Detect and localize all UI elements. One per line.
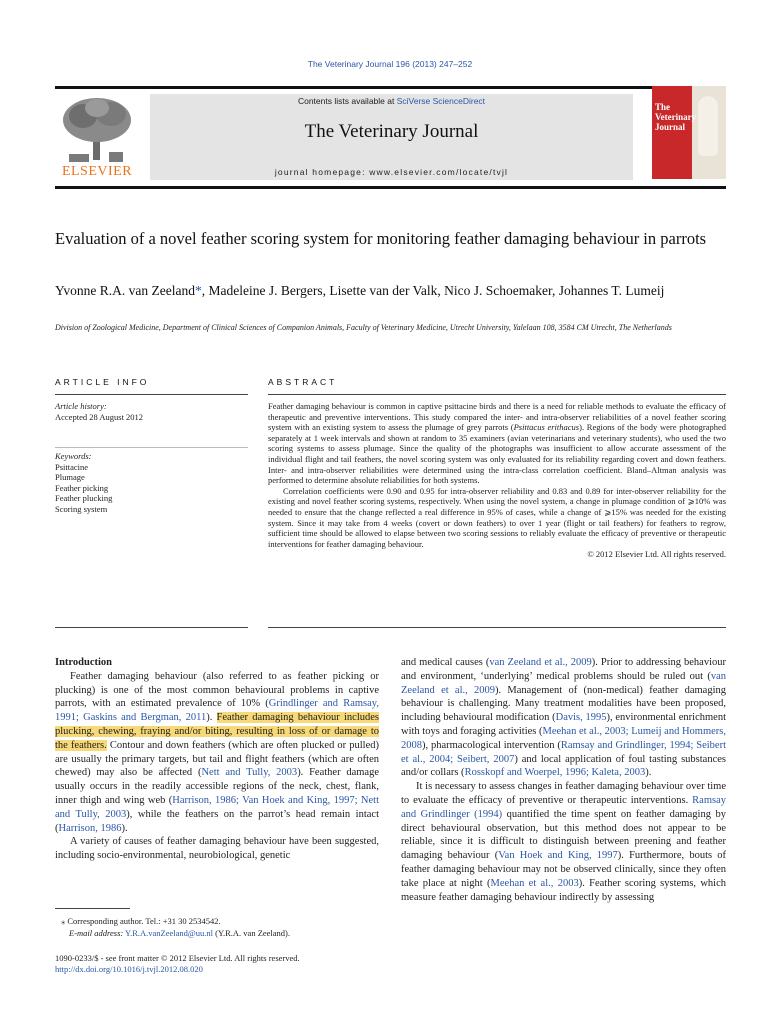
corresponding-author-marker[interactable]: *	[194, 283, 202, 298]
sciencedirect-link[interactable]: SciVerse ScienceDirect	[396, 96, 486, 106]
body-paragraph: A variety of causes of feather damaging behaviour have been suggested, including socio-environmental, neurobiological, genetic	[55, 836, 379, 862]
article-title: Evaluation of a novel feather scoring system for monitoring feather damaging behaviour in parrots	[55, 229, 707, 248]
body-text: ), pharmacological intervention (	[422, 739, 561, 751]
header-top-rule	[55, 86, 726, 89]
body-text: ). Feather damage usually occurs in the readily accessible regions of the neck, chest, flank, inner thigh and wing web (	[55, 767, 379, 806]
abstract-rule	[268, 394, 726, 395]
body-right-column	[401, 656, 726, 904]
history-label: Article history:	[55, 401, 107, 411]
issn-line: 1090-0233/$ - see front matter © 2012 Elsevier Ltd. All rights reserved.	[55, 953, 300, 963]
article-info-divider	[55, 447, 248, 448]
body-text: ). Prior to addressing behaviour and environment, ‘underlying’ medical problems should be ruled out (	[401, 657, 726, 682]
contents-prefix: Contents lists available at	[297, 96, 397, 106]
corresponding-author-note: ⁎ Corresponding author. Tel.: +31 30 2534542.	[61, 916, 221, 926]
body-text: Feather damaging behaviour (also referred to as feather picking or plucking) is one of the most common behavioural problems in captive parrots, with an estimated prevalence of 10% (	[55, 670, 379, 710]
accepted-date: Accepted 28 August 2012	[55, 411, 144, 422]
email-label: E-mail address:	[69, 928, 124, 938]
citation-link[interactable]: Grindlinger and Ramsay, 1991; Gaskins and Bergman, 2011	[55, 698, 379, 724]
body-text: ).	[645, 767, 652, 779]
footnote-rule	[55, 908, 130, 909]
body-text: ). Furthermore, bouts of feather damaging behaviour may not be observed clinically, since they often take place at night (	[401, 850, 727, 889]
abstract-body	[268, 401, 726, 560]
body-text: ).	[121, 822, 128, 834]
citation-link[interactable]: Ramsay and Grindlinger, 1994; Seibert et al., 2004; Seibert, 2007	[401, 739, 726, 765]
citation-link[interactable]: van Zeeland et al., 2009	[401, 670, 726, 696]
article-history	[55, 401, 143, 422]
citation-link[interactable]: Nett and Tully, 2003	[201, 767, 298, 779]
body-text: ).	[206, 712, 217, 724]
body-paragraph	[401, 656, 726, 780]
body-text: ), while the feathers on the parrot’s head remain intact (	[55, 808, 379, 834]
keyword: Plumage	[55, 472, 85, 482]
body-text: ) and local application of foul tasting substances and/or collars (	[401, 753, 726, 779]
body-text: ). Management of (non-medical) feather damaging behaviour is challenging. Many treatment modalities have been proposed, including behavioural modification (	[401, 684, 726, 724]
article-info-heading: ARTICLE INFO	[55, 377, 150, 387]
affiliation: Division of Zoological Medicine, Department of Clinical Sciences of Companion Animals, Faculty of Veterinary Medicine, Utrecht University, Yalelaan 108, 3584 CM Utrecht, The Netherlands	[55, 323, 672, 332]
doi-link[interactable]: http://dx.doi.org/10.1016/j.tvjl.2012.08.020	[55, 964, 203, 974]
keyword: Scoring system	[55, 503, 108, 514]
issn-block	[55, 953, 385, 975]
journal-reference[interactable]: The Veterinary Journal 196 (2013) 247–252	[307, 59, 473, 69]
journal-title: The Veterinary Journal	[304, 121, 479, 142]
keywords-block	[55, 451, 112, 514]
body-text: quantified the time spent on feather damaging by direct behavioural observation, but this method does not appear to be reliable, since it is difficult to distinguish between preening and feather damaging behaviour (	[401, 808, 726, 862]
keyword: Feather picking	[55, 482, 109, 493]
body-text: and medical causes (	[401, 657, 490, 668]
abstract-heading: ABSTRACT	[268, 377, 338, 387]
elsevier-wordmark: ELSEVIER	[61, 164, 133, 179]
abstract-text: ). Regions of the body were photographed separately at 1 week intervals and shown at random to 35 examiners (avian veterinarians and veterinary students), who used the two scoring systems to assess plumage. Since the quality of the photographs was insufficient to allow accurate assessment of the individual flight and tail feathers, the novel scoring system was only evaluated for its reliability regarding covert and down feathers. Inter- and intra-observer reliabilities were determined using the intra-class correlation coefficient. Bland–Altman analysis was performed to determine absolute reliabilities for both systems.	[268, 422, 726, 486]
citation-link[interactable]: Davis, 1995	[555, 712, 607, 724]
abstract-copyright: © 2012 Elsevier Ltd. All rights reserved.	[587, 549, 726, 560]
article-info-end-rule	[55, 627, 248, 628]
email-suffix: (Y.R.A. van Zeeland).	[212, 928, 291, 938]
cover-title: The Veterinary Journal	[655, 102, 697, 132]
abstract-paragraph-1	[268, 401, 726, 486]
journal-homepage[interactable]: journal homepage: www.elsevier.com/locate/tvjl	[274, 167, 509, 177]
author-list	[55, 283, 715, 299]
abstract-text: Feather damaging behaviour is common in captive psittacine birds and there is a need for reliable methods to evaluate the efficacy of therapeutic and preventive interventions. This study compared the inter- and intra-observer reliabilities of a novel feather scoring system with an existing system to assess the plumage of grey parrots (	[268, 401, 726, 433]
citation-link[interactable]: Meehan et al., 2003; Lumeij and Hommers, 2008	[401, 725, 726, 751]
body-text: ). Feather scoring systems, which measure feather damaging behaviour indirectly by assessing	[401, 877, 726, 903]
citation-link[interactable]: Rosskopf and Woerpel, 1996; Kaleta, 2003	[464, 767, 646, 779]
body-left-column	[55, 656, 379, 863]
keyword: Feather plucking	[55, 493, 113, 503]
first-author: Yvonne R.A. van Zeeland	[55, 283, 195, 298]
citation-link[interactable]: Harrison, 1986; Van Hoek and King, 1997; Nett and Tully, 2003	[55, 794, 380, 820]
body-paragraph	[55, 670, 379, 836]
citation-link[interactable]: Van Hoek and King, 1997	[498, 850, 618, 862]
species-name: Psittacus erithacus	[513, 422, 580, 433]
contents-line	[150, 96, 633, 106]
elsevier-tree-icon	[55, 96, 139, 164]
body-text: Contour and down feathers (which are often plucked or pulled) are usually the primary targets, but tail and flight feathers (which are often chewed) may also be affected (	[55, 739, 379, 779]
body-paragraph	[401, 780, 726, 904]
body-text: It is necessary to assess changes in feather damaging behaviour over time to evaluate the efficacy of preventive or therapeutic interventions.	[401, 781, 726, 806]
abstract-end-rule	[268, 627, 726, 628]
highlighted-sentence[interactable]: Feather damaging behaviour includes plucking, chewing, fraying and/or biting, resulting in loss of or damage to the feathers.	[55, 712, 379, 751]
body-text: ), environmental enrichment with toys and foraging activities (	[401, 712, 726, 737]
header-bottom-rule	[55, 186, 726, 189]
journal-cover-image	[652, 86, 726, 179]
elsevier-logo	[55, 96, 139, 182]
citation-link[interactable]: van Zeeland et al., 2009	[489, 657, 592, 668]
section-heading-introduction: Introduction	[55, 657, 112, 668]
citation-link[interactable]: Meehan et al., 2003	[490, 877, 579, 889]
footnote	[55, 915, 385, 939]
email-line	[55, 927, 385, 939]
citation-link[interactable]: Harrison, 1986	[58, 822, 122, 834]
other-authors: , Madeleine J. Bergers, Lisette van der Valk, Nico J. Schoemaker, Johannes T. Lumeij	[201, 283, 665, 298]
abstract-paragraph-2: Correlation coefficients were 0.90 and 0.95 for intra-observer reliability and 0.83 and 0.89 for inter-observer reliability for the existing and novel feather scoring systems, respectively. When using the novel system, a change in plumage condition of ⩾10% was needed to ensure that the change reflected a real difference in 95% of cases, while a change of ⩾15% was needed for the existing system. Since it may take from 4 weeks (covert or down feathers) to over 1 year (flight or tail feathers) for feathers to regrow, sufficient time should be allowed to elapse between two scoring sessions to reliably evaluate the efficacy of preventive or therapeutic interventions for feather damaging behaviour.	[268, 485, 726, 549]
article-info-rule	[55, 394, 248, 395]
keyword: Psittacine	[55, 461, 89, 472]
cover-photo	[692, 86, 726, 179]
keywords-label: Keywords:	[55, 451, 92, 461]
email-link[interactable]: Y.R.A.vanZeeland@uu.nl	[125, 928, 213, 938]
citation-link[interactable]: Ramsay and Grindlinger (1994)	[401, 794, 726, 820]
